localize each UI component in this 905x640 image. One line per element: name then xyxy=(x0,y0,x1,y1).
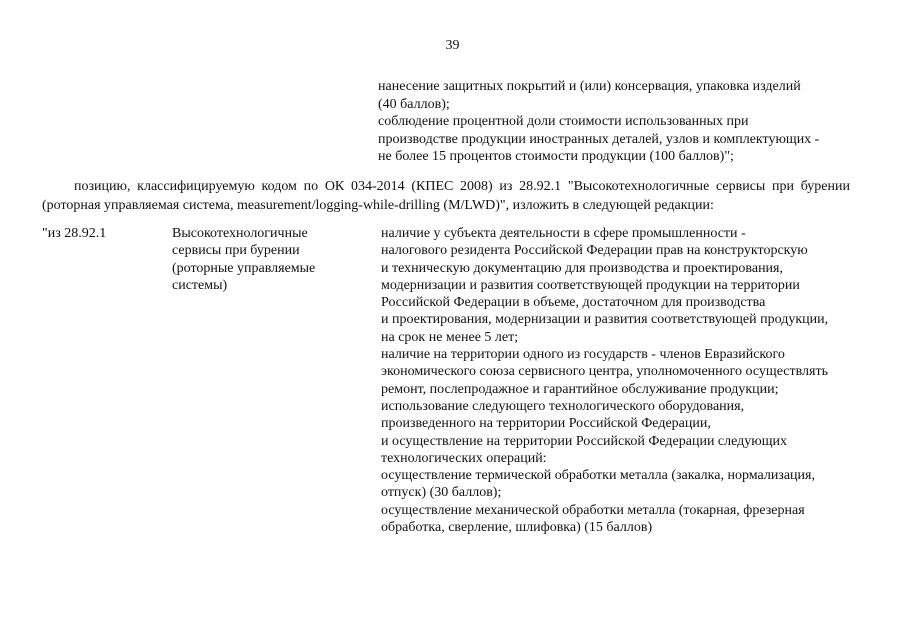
text-line: системы) xyxy=(172,277,228,293)
text-line: осуществление механической обработки металла (токарная, фрезерная xyxy=(381,502,805,518)
text-line: экономического союза сервисного центра, уполномоченного осуществлять xyxy=(381,364,828,380)
text-line: и осуществление на территории Российской Федерации следующих xyxy=(381,433,788,449)
product-name xyxy=(172,225,315,294)
text-line: (роторные управляемые xyxy=(172,260,316,276)
text-line: отпуск) (30 баллов); xyxy=(381,485,502,501)
text-line: модернизации и развития соответствующей продукции на территории xyxy=(381,277,800,293)
text-line: и техническую документацию для производства и проектирования, xyxy=(381,260,783,276)
text-line: на срок не менее 5 лет; xyxy=(381,329,519,345)
text-line: сервисы при бурении xyxy=(172,243,300,259)
text-line: Российской Федерации в объеме, достаточном для производства xyxy=(381,295,766,311)
text-line: технологических операций: xyxy=(381,450,547,466)
text-line: (40 баллов); xyxy=(378,96,450,112)
text-line: нанесение защитных покрытий и (или) консервация, упаковка изделий xyxy=(378,79,801,94)
amendment-paragraph: позицию, классифицируемую кодом по ОК 034-2014 (КПЕС 2008) из 28.92.1 "Высокотехнологичные сервисы при бурении (роторная управляемая система, measurement/logging-while-drilling (M/LWD)", изложить в следующей редакции: xyxy=(42,179,850,213)
text-line: обработка, сверление, шлифовка) (15 баллов) xyxy=(381,520,653,536)
continued-criteria-block xyxy=(378,78,878,166)
text-line: производстве продукции иностранных деталей, узлов и комплектующих - xyxy=(378,131,820,147)
text-line: налогового резидента Российской Федерации прав на конструкторскую xyxy=(381,243,808,259)
text-line: соблюдение процентной доли стоимости использованных при xyxy=(378,114,749,129)
text-line: наличие на территории одного из государств - членов Евразийского xyxy=(381,347,785,363)
text-line: и проектирования, модернизации и развития соответствующей продукции, xyxy=(381,312,829,328)
page-number: 39 xyxy=(445,38,460,53)
text-line: использование следующего технологического оборудования, xyxy=(381,398,745,414)
text-line: не более 15 процентов стоимости продукции (100 баллов)"; xyxy=(378,149,734,164)
okpd-code: "из 28.92.1 xyxy=(42,226,107,241)
text-line: ремонт, послепродажное и гарантийное обслуживание продукции; xyxy=(381,381,779,397)
text-line: осуществление термической обработки металла (закалка, нормализация, xyxy=(381,468,815,484)
text-line: наличие у субъекта деятельности в сфере промышленности - xyxy=(381,226,746,241)
text-line: Высокотехнологичные xyxy=(172,226,308,241)
requirements-text xyxy=(381,225,871,536)
text-line: произведенного на территории Российской Федерации, xyxy=(381,416,711,432)
